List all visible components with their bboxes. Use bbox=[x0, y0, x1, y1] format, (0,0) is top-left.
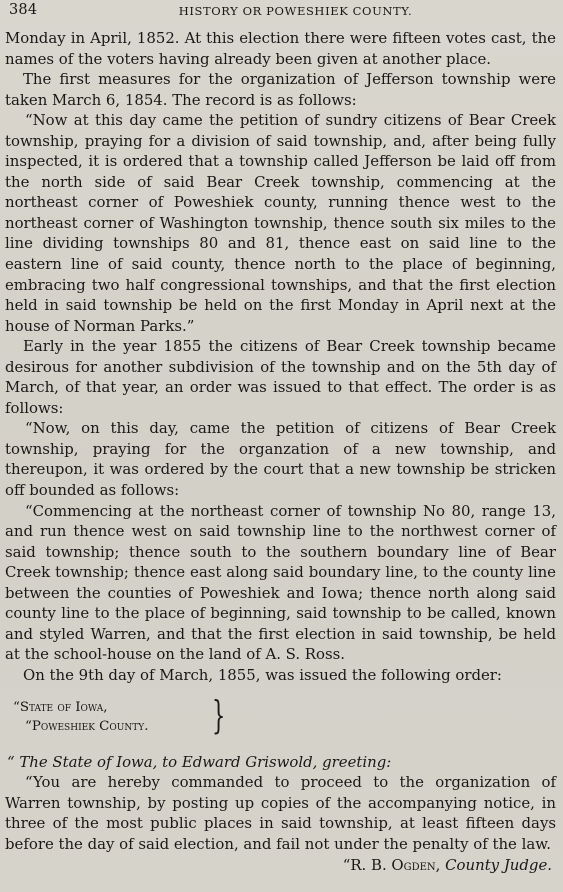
order-text bbox=[5, 772, 556, 854]
paragraph-continuation: Monday in April, 1852. At this election there were fifteen votes cast, the names of the voters having already been given at another place. bbox=[5, 29, 556, 68]
running-title: HISTORY OR POWESHIEK COUNTY. bbox=[178, 4, 413, 18]
page-header bbox=[5, 0, 556, 28]
paragraph-1855-subdivision: Early in the year 1855 the citizens of Bear Creek township became desirous for another subdivision of the township and on the 5th day of March, of that year, an order was issued to that effect. The order is as follows: bbox=[5, 337, 556, 417]
greeting-line: “ The State of Iowa, to Edward Griswold, greeting: bbox=[7, 752, 392, 771]
page-number: 384 bbox=[9, 2, 38, 18]
signature-title: County Judge. bbox=[445, 856, 552, 875]
state-heading-line-2: “Poweshiek County. bbox=[25, 718, 149, 734]
quote-new-township-petition: “Now, on this day, came the petition of citizens of Bear Creek township, praying for the organzation of a new township, and thereupon, it was ordered by the court that a new township be stricken off bounded as follows: bbox=[5, 419, 556, 500]
brace-symbol: } bbox=[212, 692, 226, 737]
state-heading bbox=[5, 692, 556, 746]
order-intro: On the 9th day of March, 1855, was issued the following order: bbox=[23, 665, 502, 684]
quote-warren-boundaries: “Commencing at the northeast corner of township No 80, range 13, and run thence west on said township line to the northwest corner of said township; thence south to the southern boundary line of Bear Creek township; thence east along said boundary line, to the county line between the counties of Poweshiek and Iowa; thence north along said county line to the place of beginning, said township to be called, known and styled Warren, and that the first election in said township, be held at the school-house on the land of A. S. Ross. bbox=[5, 501, 556, 664]
body-text bbox=[5, 28, 556, 686]
order-command-paragraph: “You are hereby commanded to proceed to the organization of Warren township, by posting up copies of the accompanying notice, in three of the most public places in said township, at least fifteen days before the day of said election, and fail not under the penalty of the law. bbox=[5, 773, 556, 853]
signature bbox=[5, 854, 556, 876]
state-heading-line-1: “State of Iowa, bbox=[13, 699, 108, 715]
paragraph-jefferson-intro: The first measures for the organization of Jefferson township were taken March 6, 1854. The record is as follows: bbox=[5, 70, 556, 109]
quote-jefferson-record: “Now at this day came the petition of sundry citizens of Bear Creek township, praying for a division of said township, and, after being fully inspected, it is ordered that a township called Jefferson be laid off from the north side of said Bear Creek township, commencing at the northeast corner of Poweshiek county, running thence west to the northeast corner of Washington township, thence south six miles to the line dividing townships 80 and 81, thence east on said line to the eastern line of said county, thence north to the place of beginning, embracing two half congressional townships, and that the first election held in said township be held on the first Monday in April next at the house of Norman Parks.” bbox=[5, 111, 556, 335]
signature-name: “R. B. Ogden, bbox=[342, 856, 441, 875]
